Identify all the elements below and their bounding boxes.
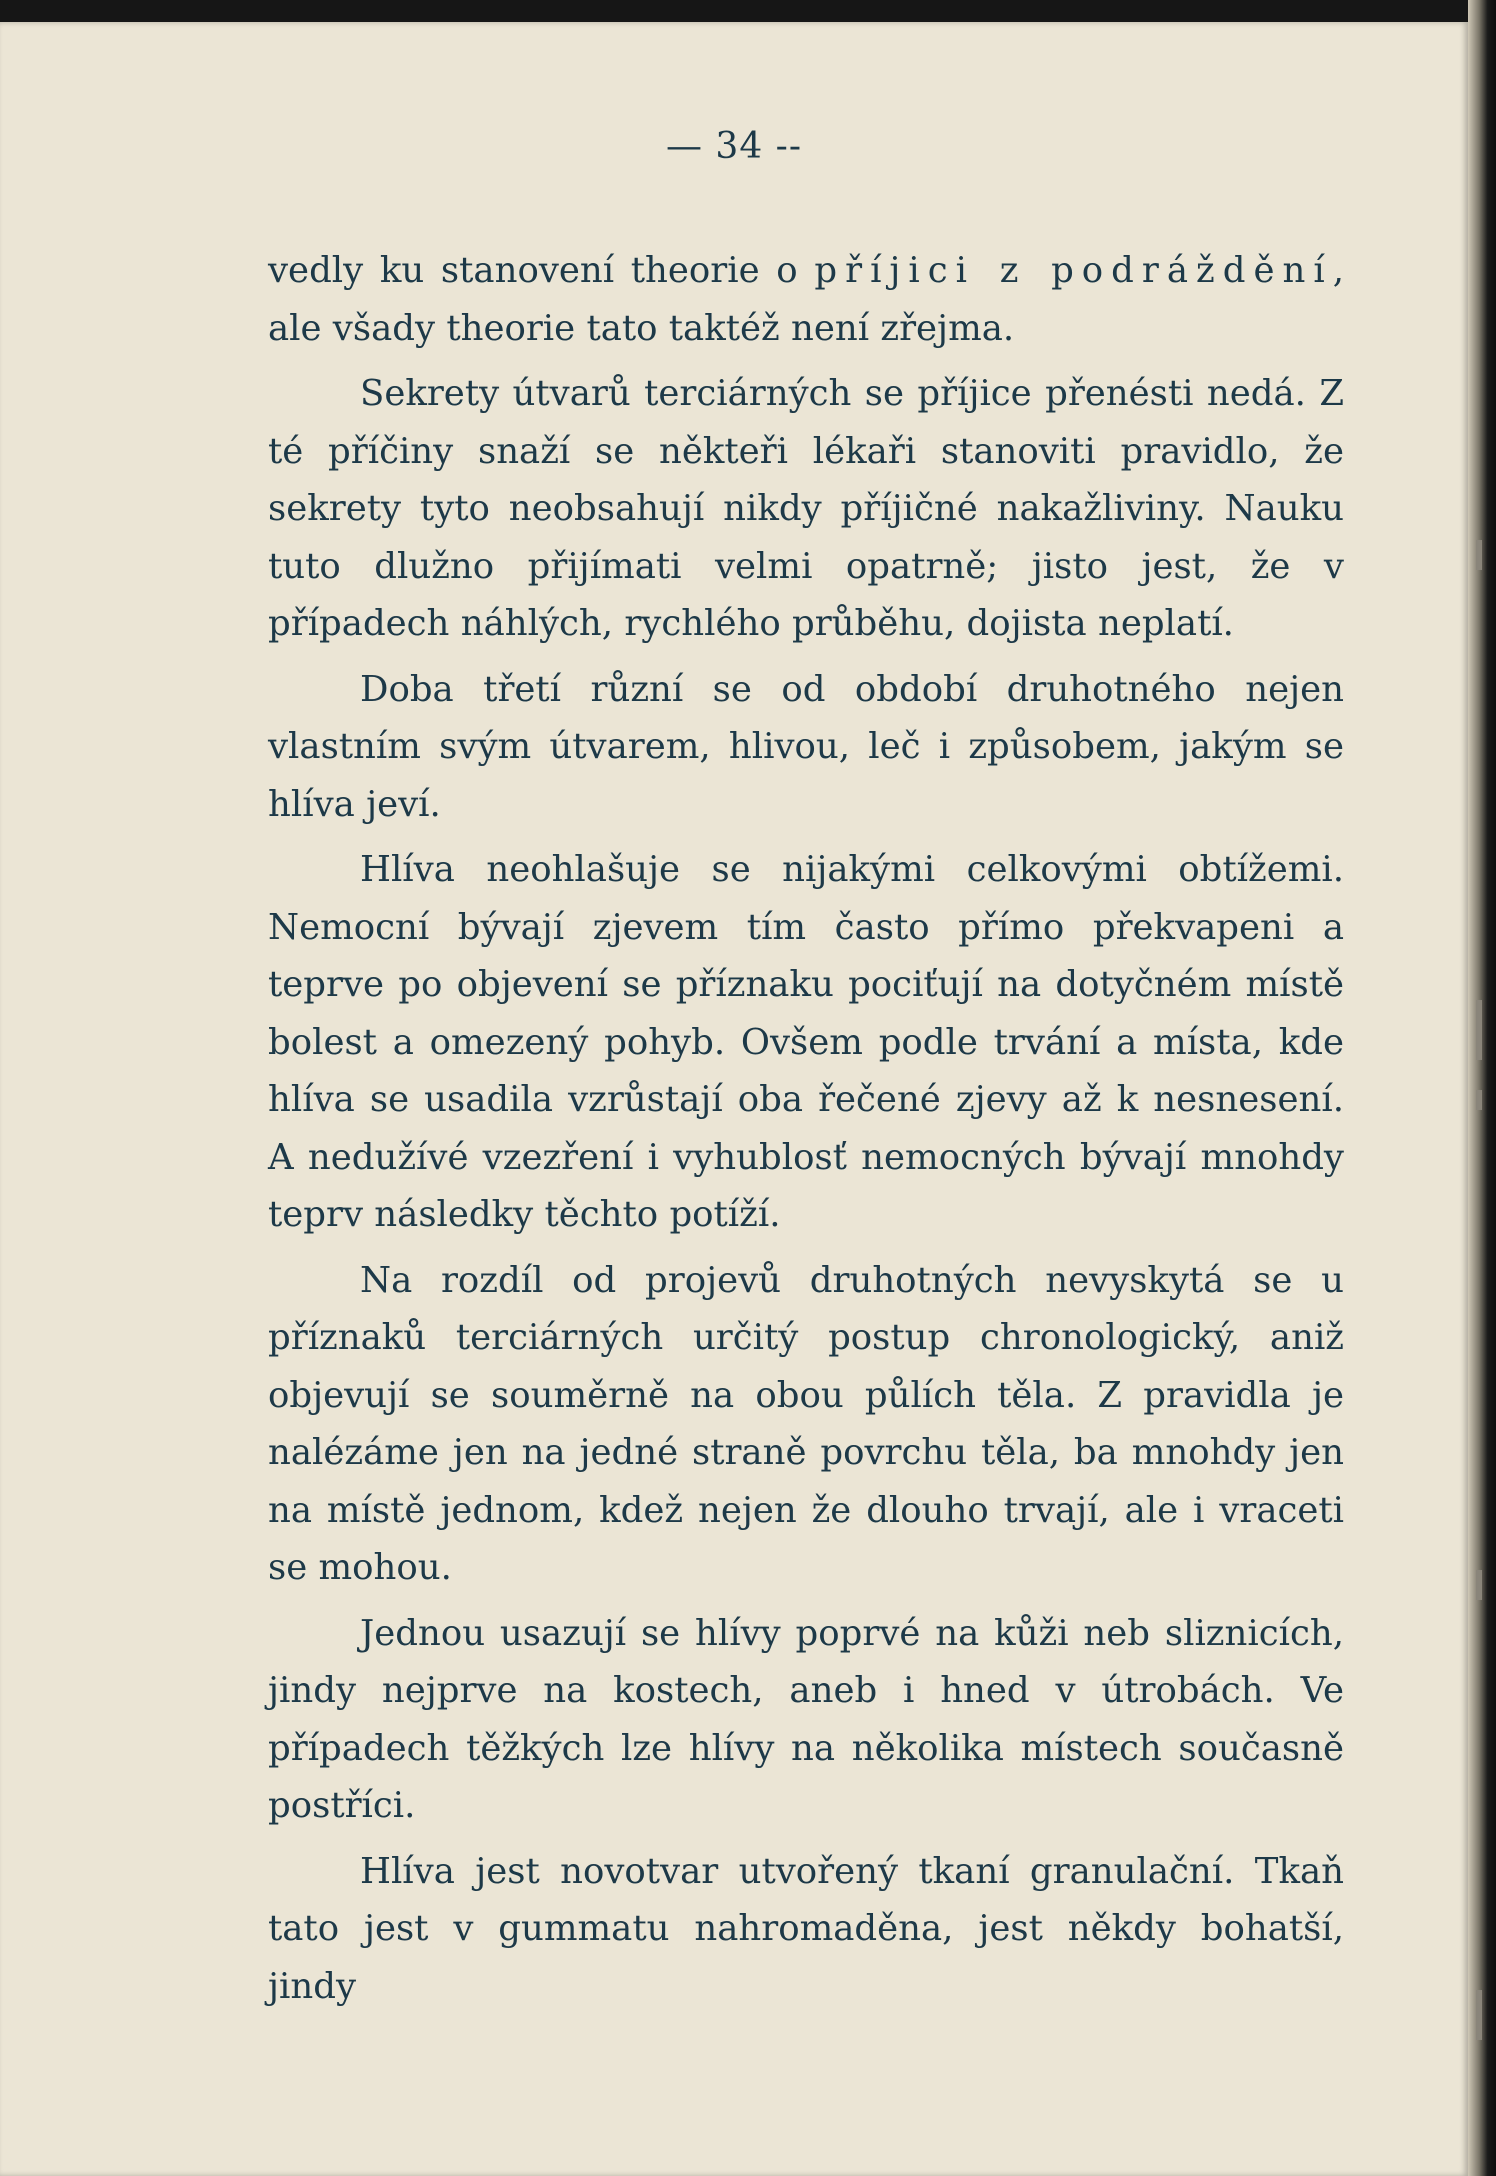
paragraph-1-segment-1: vedly ku stanovení theorie o — [268, 250, 815, 291]
scan-top-edge — [0, 0, 1496, 22]
edge-mark — [1476, 1000, 1482, 1060]
spaced-emphasis: příjici z podráždění — [814, 250, 1333, 291]
edge-mark — [1476, 1090, 1482, 1110]
paragraph-3: Doba třetí různí se od období druhotného nejen vlastním svým útvarem, hlivou, leč i způsobem, jakým se hlíva jeví. — [268, 668, 1344, 825]
paragraph-1 — [268, 242, 1344, 357]
paragraph-5: Na rozdíl od projevů druhotných nevyskytá se u příznaků terciárných určitý postup chronologický, aniž objevují se souměrně na obou půlích těla. Z pravidla je nalézáme jen na jedné straně povrchu těla, ba mnohdy jen na místě jednom, kdež nejen že dlouho trvají, ale i vraceti se mohou. — [268, 1259, 1344, 1588]
body-text — [268, 242, 1344, 2023]
paragraph-6: Jednou usazují se hlívy poprvé na kůži neb sliznicích, jindy nejprve na kostech, aneb i hned v útrobách. Ve případech těžkých lze hlívy na několika místech současně postříci. — [268, 1612, 1344, 1826]
paragraph-1-segment-3: , ale všady theorie tato taktéž není zřejma. — [268, 250, 1344, 349]
book-page — [0, 22, 1468, 2176]
paragraph-2: Sekrety útvarů terciárných se příjice přenésti nedá. Z té příčiny snaží se někteři lékaři stanoviti pravidlo, že sekrety tyto neobsahují nikdy příjičné nakažliviny. Nauku tuto dlužno přijímati velmi opatrně; jisto jest, že v případech náhlých, rychlého průběhu, dojista neplatí. — [268, 373, 1344, 644]
scan-right-edge — [1468, 0, 1496, 2176]
edge-mark — [1476, 540, 1482, 570]
paragraph-7: Hlíva jest novotvar utvořený tkaní granulační. Tkaň tato jest v gummatu nahromaděna, jest někdy bohatší, jindy — [268, 1850, 1344, 2007]
edge-mark — [1476, 1570, 1482, 1600]
page-number: — 34 -- — [665, 126, 803, 167]
paragraph-4: Hlíva neohlašuje se nijakými celkovými obtížemi. Nemocní bývají zjevem tím často přímo překvapeni a teprve po objevení se příznaku pociťují na dotyčném místě bolest a omezený pohyb. Ovšem podle trvání a místa, kde hlíva se usadila vzrůstají oba řečené zjevy až k nesnesení. A nedužívé vzezření i vyhublosť nemocných bývají mnohdy teprv následky těchto potíží. — [268, 849, 1344, 1235]
edge-mark — [1476, 1990, 1482, 2040]
